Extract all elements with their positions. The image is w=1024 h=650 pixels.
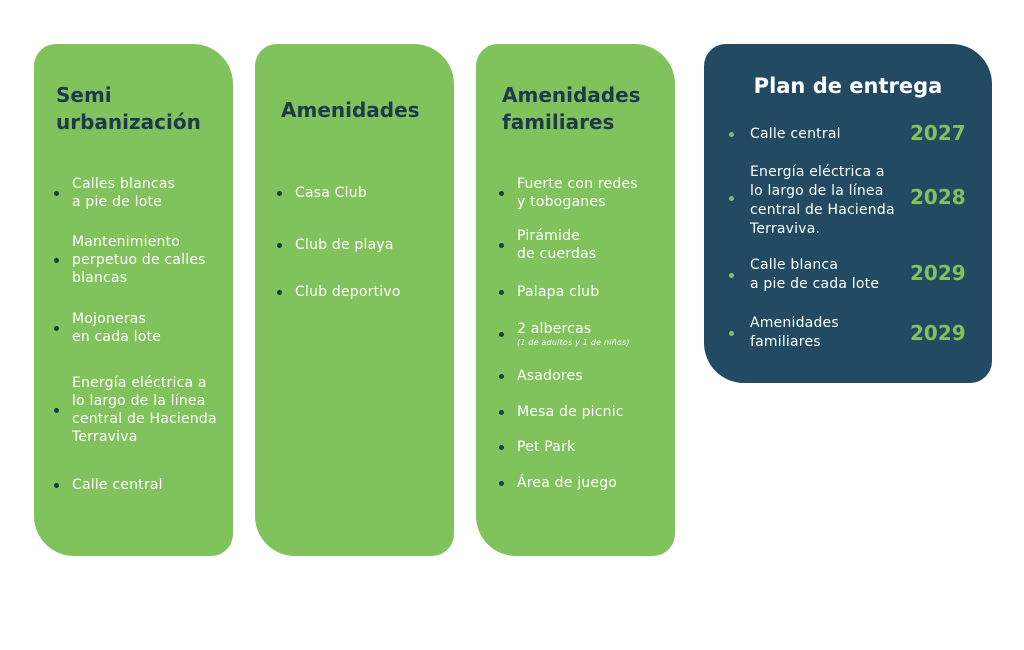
bullet-icon bbox=[54, 326, 59, 331]
bullet-icon bbox=[499, 191, 504, 196]
list-item: Área de juego bbox=[517, 474, 665, 492]
bullet-icon bbox=[499, 481, 504, 486]
list-item: Pirámide de cuerdas bbox=[517, 227, 665, 263]
bullet-icon bbox=[277, 191, 282, 196]
bullet-icon bbox=[499, 374, 504, 379]
list-item: Palapa club bbox=[517, 283, 665, 301]
list-item: Mantenimiento perpetuo de calles blancas bbox=[72, 233, 223, 287]
list-item: Mesa de picnic bbox=[517, 403, 665, 421]
card-amenidades bbox=[255, 44, 454, 556]
bullet-icon bbox=[499, 445, 504, 450]
bullet-icon bbox=[499, 290, 504, 295]
plan-year: 2028 bbox=[910, 185, 966, 209]
plan-item: Amenidades familiares bbox=[750, 315, 839, 350]
list-item: Calle central bbox=[72, 476, 223, 494]
list-item: Energía eléctrica a lo largo de la línea central de Hacienda Terraviva bbox=[72, 374, 223, 446]
bullet-icon bbox=[729, 273, 734, 278]
plan-year: 2029 bbox=[910, 321, 966, 345]
plan-item: Energía eléctrica a lo largo de la línea central de Hacienda Terraviva. bbox=[750, 164, 895, 237]
list-item: 2 albercas (1 de adultos y 1 de niños) bbox=[517, 320, 665, 348]
bullet-icon bbox=[54, 408, 59, 413]
bullet-icon bbox=[499, 410, 504, 415]
card-semi-urbanizacion bbox=[34, 44, 233, 556]
bullet-icon bbox=[729, 331, 734, 336]
bullet-icon bbox=[54, 258, 59, 263]
plan-year: 2027 bbox=[910, 121, 966, 145]
plan-year: 2029 bbox=[910, 261, 966, 285]
card-title: Semi urbanización bbox=[56, 83, 201, 134]
bullet-icon bbox=[499, 243, 504, 248]
plan-title: Plan de entrega bbox=[753, 74, 943, 98]
card-title: Amenidades familiares bbox=[502, 83, 641, 134]
bullet-icon bbox=[54, 483, 59, 488]
bullet-icon bbox=[729, 196, 734, 201]
bullet-icon bbox=[277, 290, 282, 295]
albercas-note: (1 de adultos y 1 de niños) bbox=[517, 338, 630, 347]
list-item: Pet Park bbox=[517, 438, 665, 456]
plan-item: Calle blanca a pie de cada lote bbox=[750, 257, 880, 292]
bullet-icon bbox=[499, 332, 504, 337]
list-item: Club deportivo bbox=[295, 283, 444, 301]
list-item: Mojoneras en cada lote bbox=[72, 310, 223, 346]
card-title: Amenidades bbox=[281, 98, 420, 122]
plan-item: Calle central bbox=[750, 126, 841, 142]
bullet-icon bbox=[277, 243, 282, 248]
list-item: Fuerte con redes y toboganes bbox=[517, 175, 665, 211]
bullet-icon bbox=[54, 191, 59, 196]
list-item: Calles blancas a pie de lote bbox=[72, 175, 223, 211]
card-amenidades-familiares bbox=[476, 44, 675, 556]
bullet-icon bbox=[729, 132, 734, 137]
list-item: Club de playa bbox=[295, 236, 444, 254]
list-item: Casa Club bbox=[295, 184, 444, 202]
list-item: Asadores bbox=[517, 367, 665, 385]
